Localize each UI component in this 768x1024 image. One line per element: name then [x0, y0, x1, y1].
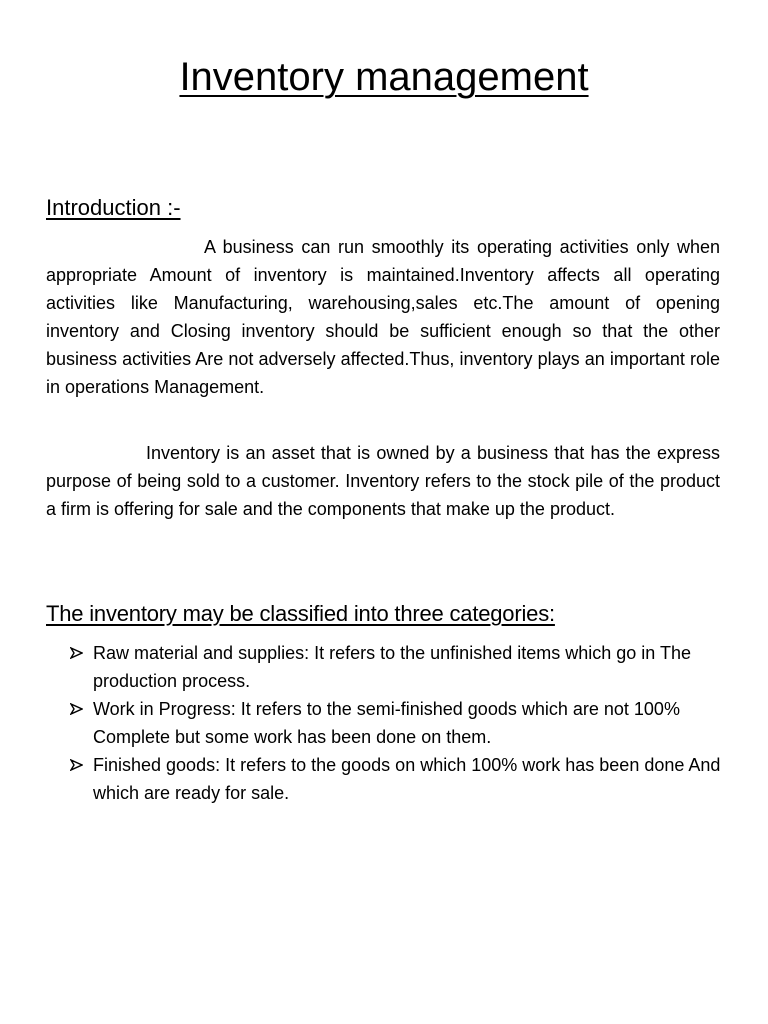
categories-list — [70, 639, 730, 807]
list-item-text: Raw material and supplies: It refers to the unfinished items which go in The production process. — [93, 643, 691, 691]
categories-heading: The inventory may be classified into three categories: — [46, 601, 555, 626]
document-title: Inventory management — [179, 55, 589, 99]
definition-paragraph: Inventory is an asset that is owned by a business that has the express purpose of being sold to a customer. Inventory refers to the stock pile of the product a firm is offering for sale and the components that make up the product. — [46, 443, 720, 519]
list-item — [70, 695, 730, 751]
list-item-text: Work in Progress: It refers to the semi-finished goods which are not 100% Complete but some work has been done on them. — [93, 699, 680, 747]
intro-paragraph: A business can run smoothly its operating activities only when appropriate Amount of inventory is maintained.Inventory affects all operating activities like Manufacturing, warehousing,sales etc.The amount of opening inventory and Closing inventory should be sufficient enough so that the other business activities Are not adversely affected.Thus, inventory plays an important role in operations Management. — [46, 237, 720, 397]
arrowhead-bullet-icon — [70, 695, 84, 723]
list-item-text: Finished goods: It refers to the goods on which 100% work has been done And which are ready for sale. — [93, 755, 721, 803]
arrowhead-bullet-icon — [70, 639, 84, 667]
list-item — [70, 751, 730, 807]
list-item — [70, 639, 730, 695]
arrowhead-bullet-icon — [70, 751, 84, 779]
introduction-heading: Introduction :- — [46, 195, 181, 220]
